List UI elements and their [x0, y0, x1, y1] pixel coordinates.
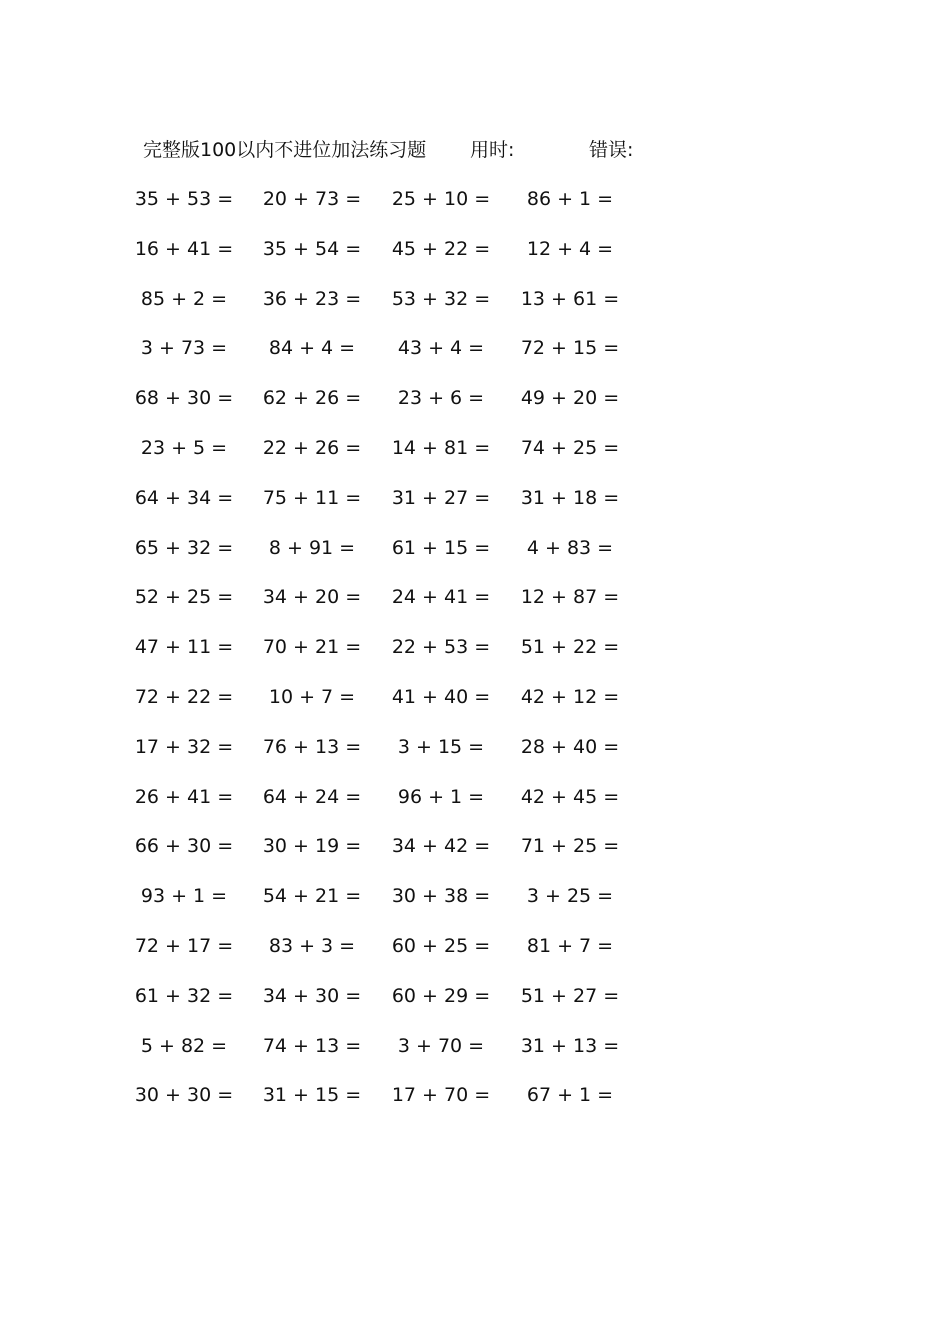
addition-problem: 45 + 22 =: [391, 237, 491, 260]
addition-problem: 23 + 5 =: [140, 436, 228, 459]
addition-problem: 83 + 3 =: [268, 934, 356, 957]
addition-problem: 70 + 21 =: [262, 636, 362, 659]
problem-row: [0, 733, 950, 783]
addition-problem: 53 + 32 =: [391, 287, 491, 310]
problem-row: [0, 1081, 950, 1131]
addition-problem: 31 + 27 =: [391, 486, 491, 509]
problem-row: [0, 1032, 950, 1082]
addition-problem: 3 + 15 =: [397, 735, 485, 758]
problem-row: [0, 235, 950, 285]
addition-problem: 31 + 13 =: [520, 1034, 620, 1057]
addition-problem: 62 + 26 =: [262, 387, 362, 410]
addition-problem: 28 + 40 =: [520, 735, 620, 758]
addition-problem: 23 + 6 =: [397, 387, 485, 410]
addition-problem: 3 + 70 =: [397, 1034, 485, 1057]
problem-row: [0, 185, 950, 235]
addition-problem: 31 + 15 =: [262, 1084, 362, 1107]
addition-problem: 3 + 25 =: [526, 885, 614, 908]
addition-problem: 75 + 11 =: [262, 486, 362, 509]
addition-problem: 74 + 13 =: [262, 1034, 362, 1057]
addition-problem: 12 + 87 =: [520, 586, 620, 609]
addition-problem: 64 + 24 =: [262, 785, 362, 808]
addition-problem: 81 + 7 =: [526, 934, 614, 957]
problem-row: [0, 484, 950, 534]
problem-row: [0, 783, 950, 833]
addition-problem: 93 + 1 =: [140, 885, 228, 908]
addition-problem: 34 + 30 =: [262, 984, 362, 1007]
addition-problem: 74 + 25 =: [520, 436, 620, 459]
problem-row: [0, 434, 950, 484]
addition-problem: 43 + 4 =: [397, 337, 485, 360]
addition-problem: 61 + 15 =: [391, 536, 491, 559]
problem-row: [0, 384, 950, 434]
addition-problem: 51 + 22 =: [520, 636, 620, 659]
addition-problem: 86 + 1 =: [526, 188, 614, 210]
addition-problem: 71 + 25 =: [520, 835, 620, 858]
problem-row: [0, 683, 950, 733]
addition-problem: 26 + 41 =: [134, 785, 234, 808]
addition-problem: 17 + 32 =: [134, 735, 234, 758]
addition-problem: 47 + 11 =: [134, 636, 234, 659]
addition-problem: 14 + 81 =: [391, 436, 491, 459]
addition-problem: 16 + 41 =: [134, 237, 234, 260]
addition-problem: 68 + 30 =: [134, 387, 234, 410]
addition-problem: 12 + 4 =: [526, 237, 614, 260]
problem-row: [0, 285, 950, 335]
addition-problem: 35 + 54 =: [262, 237, 362, 260]
addition-problem: 76 + 13 =: [262, 735, 362, 758]
problem-row: [0, 832, 950, 882]
problem-grid: [0, 185, 950, 1131]
addition-problem: 34 + 20 =: [262, 586, 362, 609]
addition-problem: 20 + 73 =: [262, 188, 362, 210]
addition-problem: 31 + 18 =: [520, 486, 620, 509]
addition-problem: 5 + 82 =: [140, 1034, 228, 1057]
worksheet-header: [143, 136, 783, 164]
addition-problem: 30 + 19 =: [262, 835, 362, 858]
addition-problem: 85 + 2 =: [140, 287, 228, 310]
addition-problem: 8 + 91 =: [268, 536, 356, 559]
addition-problem: 41 + 40 =: [391, 685, 491, 708]
addition-problem: 66 + 30 =: [134, 835, 234, 858]
problem-row: [0, 982, 950, 1032]
addition-problem: 54 + 21 =: [262, 885, 362, 908]
addition-problem: 17 + 70 =: [391, 1084, 491, 1107]
addition-problem: 34 + 42 =: [391, 835, 491, 858]
problem-row: [0, 583, 950, 633]
addition-problem: 61 + 32 =: [134, 984, 234, 1007]
problem-row: [0, 882, 950, 932]
addition-problem: 24 + 41 =: [391, 586, 491, 609]
addition-problem: 13 + 61 =: [520, 287, 620, 310]
time-label: 用时:: [470, 139, 515, 161]
addition-problem: 30 + 38 =: [391, 885, 491, 908]
addition-problem: 67 + 1 =: [526, 1084, 614, 1107]
addition-problem: 96 + 1 =: [397, 785, 485, 808]
addition-problem: 3 + 73 =: [140, 337, 228, 360]
addition-problem: 42 + 12 =: [520, 685, 620, 708]
addition-problem: 25 + 10 =: [391, 188, 491, 210]
addition-problem: 60 + 25 =: [391, 934, 491, 957]
addition-problem: 49 + 20 =: [520, 387, 620, 410]
addition-problem: 65 + 32 =: [134, 536, 234, 559]
addition-problem: 22 + 26 =: [262, 436, 362, 459]
addition-problem: 72 + 22 =: [134, 685, 234, 708]
addition-problem: 10 + 7 =: [268, 685, 356, 708]
addition-problem: 51 + 27 =: [520, 984, 620, 1007]
worksheet-title: 完整版100以内不进位加法练习题: [143, 139, 427, 161]
problem-row: [0, 932, 950, 982]
addition-problem: 72 + 17 =: [134, 934, 234, 957]
addition-problem: 60 + 29 =: [391, 984, 491, 1007]
addition-problem: 72 + 15 =: [520, 337, 620, 360]
addition-problem: 35 + 53 =: [134, 188, 234, 210]
addition-problem: 22 + 53 =: [391, 636, 491, 659]
addition-problem: 36 + 23 =: [262, 287, 362, 310]
error-label: 错误:: [589, 139, 634, 161]
addition-problem: 42 + 45 =: [520, 785, 620, 808]
problem-row: [0, 334, 950, 384]
addition-problem: 4 + 83 =: [526, 536, 614, 559]
addition-problem: 52 + 25 =: [134, 586, 234, 609]
addition-problem: 30 + 30 =: [134, 1084, 234, 1107]
problem-row: [0, 633, 950, 683]
addition-problem: 64 + 34 =: [134, 486, 234, 509]
problem-row: [0, 534, 950, 584]
addition-problem: 84 + 4 =: [268, 337, 356, 360]
